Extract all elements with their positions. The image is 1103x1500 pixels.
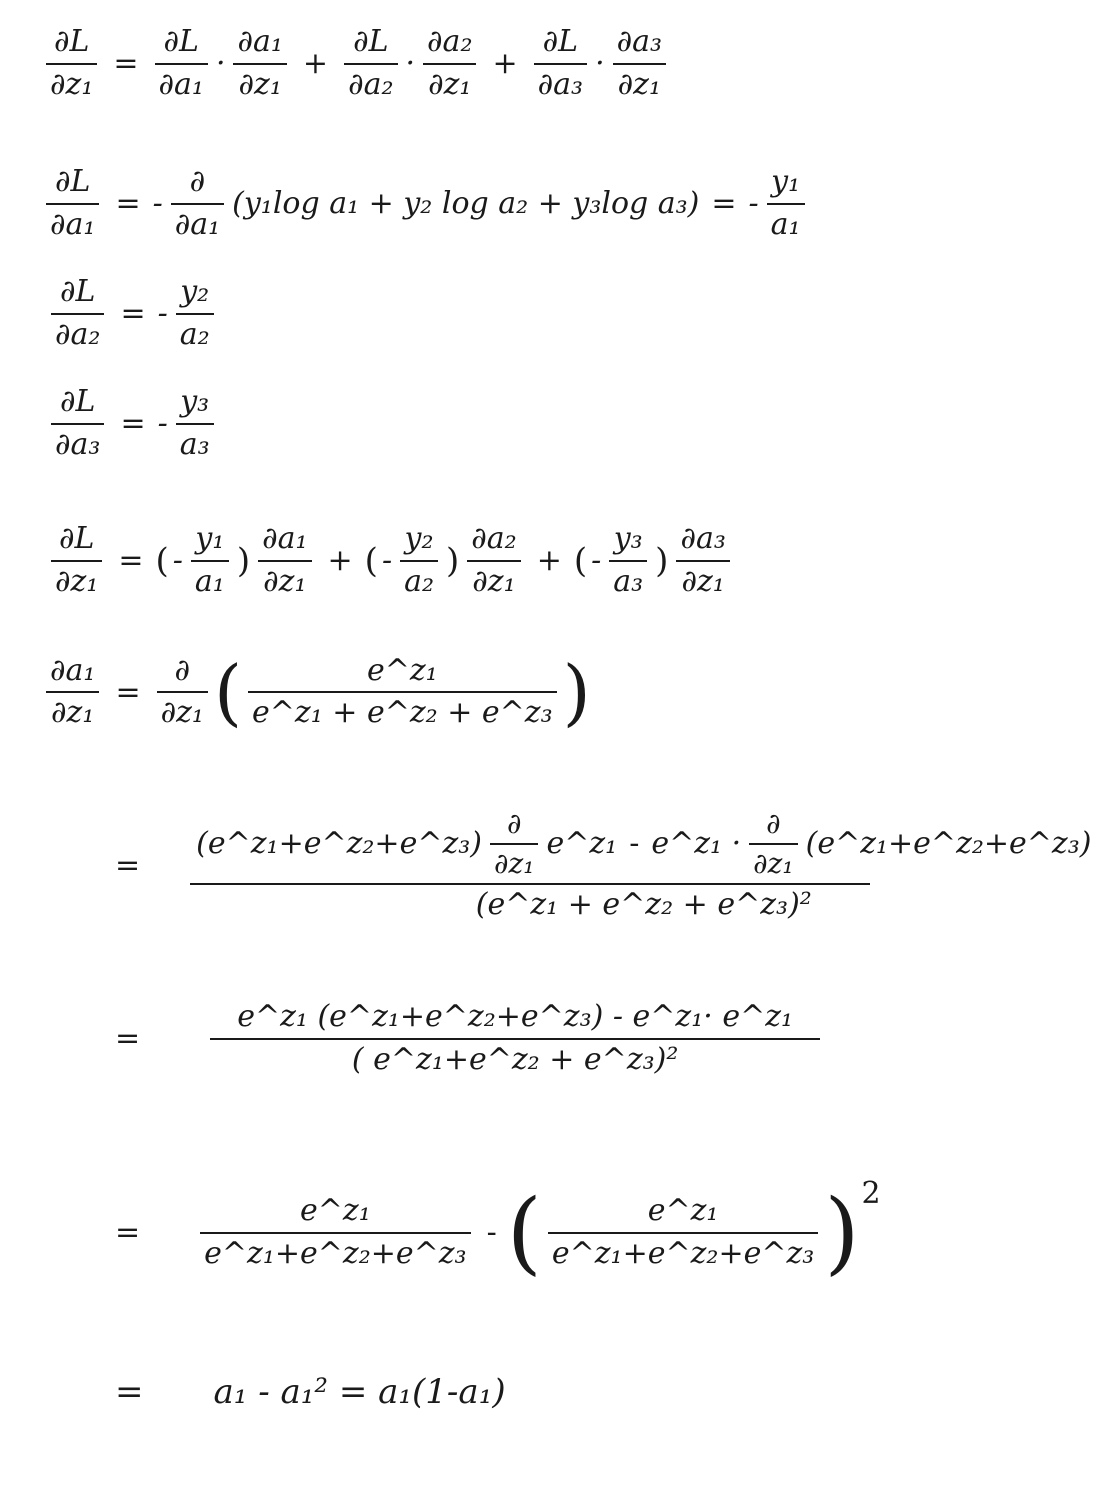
denominator: a₁	[194, 563, 225, 599]
fraction-bar	[613, 63, 666, 65]
denominator: a₂	[404, 563, 434, 599]
fraction-da3-dz1	[613, 25, 666, 102]
minus-sign: -	[157, 296, 168, 331]
denominator: ∂z₁	[51, 695, 95, 730]
close-paren: )	[655, 540, 669, 581]
fraction-y1-a1	[191, 522, 229, 599]
equation-quotient-rule	[105, 808, 1103, 923]
numerator: ∂L	[353, 24, 389, 59]
dot-operator: ·	[405, 46, 416, 81]
denominator: ∂a₁	[50, 206, 96, 242]
exponential-z1: e^z₁	[546, 825, 618, 861]
denominator: ∂z₁	[681, 563, 725, 599]
denominator: ∂a₁	[174, 206, 221, 242]
numerator: ∂L	[60, 384, 96, 419]
numerator: ∂L	[53, 24, 90, 59]
fraction-y1-a1	[767, 165, 805, 242]
numerator: e^z₁	[647, 1193, 719, 1228]
fraction-bar	[190, 883, 870, 885]
equation-da1-dz1	[40, 650, 591, 734]
denominator: e^z₁+e^z₂+e^z₃	[551, 1235, 815, 1271]
equation-dL-dz1-expanded	[45, 522, 736, 599]
denominator: ∂a₃	[55, 426, 101, 462]
fraction-da1-dz1	[233, 25, 286, 102]
minus-sign: -	[629, 825, 640, 861]
numerator: ∂	[506, 807, 522, 840]
fraction-bar	[51, 313, 104, 315]
cross-entropy-expression: (y₁log a₁ + y₂ log a₂ + y₃log a₃)	[232, 186, 700, 221]
numerator: ∂	[189, 164, 206, 199]
fraction-bar	[400, 560, 438, 562]
equals-sign: =	[115, 1021, 141, 1056]
denominator: a₃	[613, 563, 644, 599]
equals-sign: =	[115, 186, 141, 221]
exponential-z1-dot: e^z₁ ·	[651, 825, 742, 861]
fraction-bar	[233, 63, 286, 65]
derivative-operator-a1	[171, 165, 224, 242]
fraction-bar	[258, 560, 311, 562]
open-paren: (	[573, 540, 588, 581]
fraction-dL-dz1	[51, 522, 102, 599]
derivative-operator-z1	[157, 654, 208, 731]
minus-sign: -	[172, 543, 183, 578]
equals-sign: =	[118, 543, 144, 578]
quotient-rule-fraction	[190, 808, 1097, 923]
equals-sign: =	[115, 1215, 141, 1250]
fraction-bar	[490, 843, 538, 845]
fraction-bar	[534, 63, 587, 65]
equals-sign: =	[115, 1372, 144, 1412]
fraction-bar	[749, 843, 797, 845]
fraction-da2-dz1	[423, 25, 476, 102]
close-paren: )	[562, 650, 591, 734]
equation-dL-da2	[45, 275, 220, 352]
fraction-bar	[46, 63, 97, 65]
fraction-da1-dz1	[46, 654, 99, 731]
dot-operator: ·	[215, 46, 226, 81]
numerator: ∂	[766, 807, 781, 840]
denominator: ( e^z₁+e^z₂ + e^z₃)²	[351, 1041, 679, 1077]
denominator: ∂z₁	[428, 66, 472, 102]
denominator: ∂z₁	[55, 563, 99, 599]
denominator: ∂z₁	[50, 66, 94, 102]
fraction-bar	[548, 1232, 818, 1234]
numerator: e^z₁	[300, 1193, 371, 1228]
plus-sign: +	[536, 543, 562, 578]
numerator: y₃	[180, 384, 210, 419]
softmax-fraction	[200, 1194, 470, 1271]
sum-of-exponentials: (e^z₁+e^z₂+e^z₃)	[805, 825, 1092, 861]
minus-sign: -	[381, 543, 393, 578]
numerator: ∂L	[58, 521, 95, 556]
fraction-bar	[46, 203, 99, 205]
denominator: ∂z₁	[238, 66, 282, 102]
numerator: y₂	[180, 274, 210, 309]
fraction-dL-da1	[155, 25, 208, 102]
sum-of-exponentials: (e^z₁+e^z₂+e^z₃)	[196, 825, 482, 861]
plus-sign: +	[302, 46, 329, 81]
fraction-bar	[171, 203, 224, 205]
numerator: y₁	[195, 521, 225, 556]
numerator: ∂a₂	[427, 24, 473, 59]
equation-softmax-minus-square	[105, 1176, 883, 1285]
fraction-dL-dz1	[46, 25, 97, 102]
derivative-operator-z1	[490, 808, 538, 880]
fraction-y3-a3	[176, 385, 214, 462]
numerator: e^z₁	[366, 652, 438, 688]
denominator: ∂z₁	[753, 847, 794, 881]
equation-expanded-numerator	[105, 1000, 826, 1077]
minus-sign: -	[591, 543, 602, 578]
equation-dL-da1	[40, 165, 811, 242]
square-exponent: 2	[861, 1176, 881, 1211]
equation-chain-rule	[40, 25, 672, 102]
numerator: ∂a₁	[262, 521, 308, 556]
close-paren: )	[824, 1180, 860, 1285]
numerator: ∂L	[55, 164, 91, 199]
derivative-operator-z1	[749, 808, 797, 880]
equals-sign: =	[120, 406, 146, 441]
denominator: ∂z₁	[494, 847, 535, 881]
numerator: ∂a₁	[237, 24, 283, 59]
denominator: ∂z₁	[472, 563, 516, 599]
fraction-dL-da3	[534, 25, 587, 102]
fraction-bar	[46, 691, 99, 693]
close-paren: )	[236, 540, 251, 581]
denominator: ∂z₁	[160, 695, 204, 730]
denominator: ∂z₁	[617, 66, 661, 102]
softmax-fraction	[248, 654, 557, 731]
fraction-y2-a2	[400, 522, 438, 599]
denominator: (e^z₁ + e^z₂ + e^z₃)²	[475, 887, 812, 923]
fraction-bar	[51, 423, 104, 425]
minus-sign: -	[152, 186, 163, 221]
fraction-bar	[157, 691, 208, 693]
equals-sign: =	[120, 296, 146, 331]
numerator: ∂a₃	[616, 24, 663, 59]
denominator: ∂a₂	[55, 316, 101, 352]
fraction-bar	[51, 560, 102, 562]
fraction-bar	[248, 691, 557, 693]
fraction-bar	[200, 1232, 470, 1234]
final-expression: a₁ - a₁² = a₁(1-a₁)	[213, 1372, 506, 1412]
numerator: y₃	[613, 521, 643, 556]
denominator: ∂a₂	[348, 66, 394, 102]
denominator: e^z₁+e^z₂+e^z₃	[204, 1235, 467, 1271]
fraction-bar	[609, 560, 647, 562]
fraction-dL-da3	[51, 385, 104, 462]
denominator: ∂z₁	[263, 563, 307, 599]
plus-sign: +	[492, 46, 518, 81]
fraction-bar	[423, 63, 476, 65]
equals-sign: =	[115, 674, 141, 710]
fraction-bar	[155, 63, 208, 65]
numerator	[190, 808, 1097, 880]
numerator: ∂L	[542, 24, 579, 59]
denominator: ∂a₃	[537, 66, 584, 102]
numerator: ∂a₁	[50, 652, 96, 688]
fraction-bar	[467, 560, 520, 562]
plus-sign: +	[327, 543, 353, 578]
open-paren: (	[213, 650, 243, 734]
fraction-bar	[676, 560, 729, 562]
numerator: y₂	[404, 521, 434, 556]
equals-sign: =	[113, 46, 139, 81]
fraction-dL-da1	[46, 165, 99, 242]
numerator: ∂a₂	[471, 521, 517, 556]
open-paren: (	[155, 540, 169, 581]
fraction-bar	[210, 1038, 820, 1040]
equation-final-result	[105, 1372, 508, 1412]
denominator: a₂	[179, 316, 210, 352]
fraction-bar	[176, 423, 214, 425]
fraction-da2-dz1	[467, 522, 520, 599]
minus-sign: -	[157, 406, 168, 441]
open-paren: (	[506, 1180, 542, 1285]
denominator: e^z₁ + e^z₂ + e^z₃	[252, 695, 553, 730]
equals-sign: =	[711, 186, 737, 221]
fraction-bar	[767, 203, 805, 205]
open-paren: (	[364, 540, 378, 581]
numerator: ∂L	[163, 24, 199, 59]
close-paren: )	[446, 540, 460, 581]
expanded-fraction	[210, 1000, 820, 1077]
dot-operator: ·	[595, 46, 605, 81]
numerator: ∂a₃	[680, 521, 726, 556]
fraction-da1-dz1	[258, 522, 311, 599]
fraction-y3-a3	[609, 522, 647, 599]
fraction-da3-dz1	[676, 522, 729, 599]
denominator: a₃	[179, 426, 210, 462]
numerator: ∂L	[60, 274, 96, 309]
equals-sign: =	[115, 847, 141, 883]
fraction-dL-da2	[51, 275, 104, 352]
softmax-fraction-squared	[548, 1194, 818, 1271]
minus-sign: -	[486, 1215, 497, 1250]
denominator: a₁	[770, 206, 801, 242]
numerator: e^z₁ (e^z₁+e^z₂+e^z₃) - e^z₁· e^z₁	[237, 999, 794, 1034]
fraction-y2-a2	[176, 275, 214, 352]
fraction-bar	[344, 63, 397, 65]
numerator: ∂	[174, 652, 191, 688]
minus-sign: -	[748, 186, 759, 221]
equation-dL-da3	[45, 385, 220, 462]
fraction-bar	[191, 560, 229, 562]
fraction-bar	[176, 313, 214, 315]
denominator: ∂a₁	[158, 66, 204, 102]
numerator: y₁	[771, 164, 801, 199]
fraction-dL-da2	[344, 25, 397, 102]
